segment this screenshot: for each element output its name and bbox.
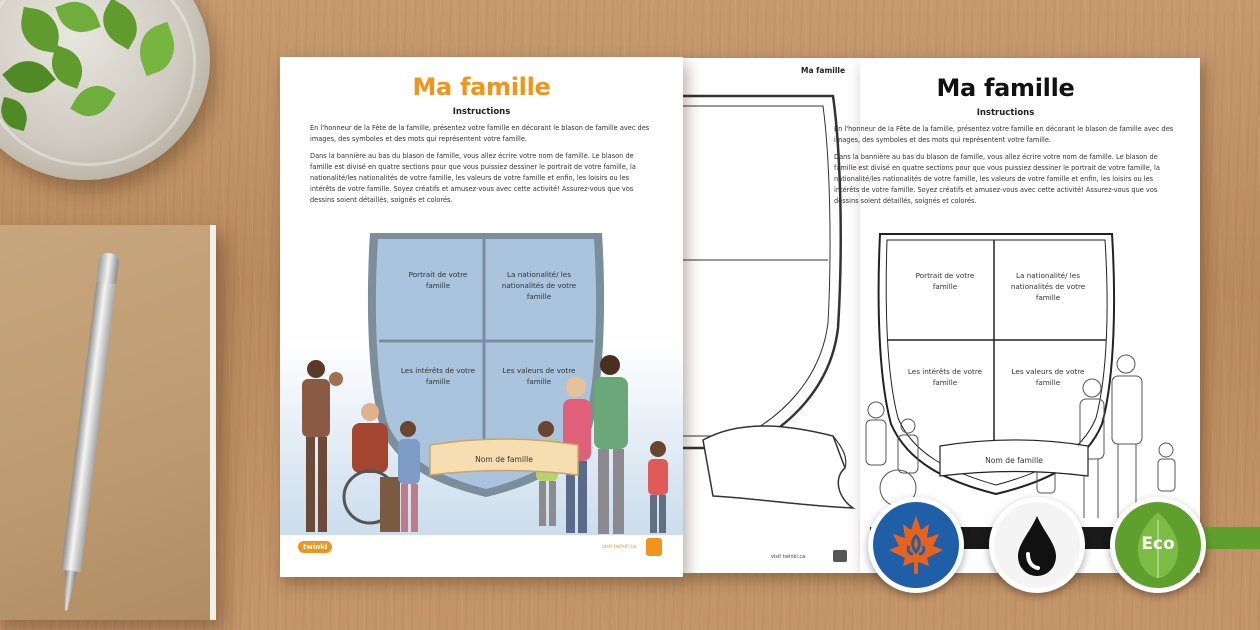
maple-leaf-icon	[873, 502, 959, 588]
canadian-resource-badge	[868, 497, 964, 593]
page-header: Ma famille	[801, 66, 846, 75]
page-title: Ma famille	[936, 74, 1075, 102]
instructions-paragraph-1: En l'honneur de la Fête de la famille, présentez votre famille en décorant le blason de famille avec des images, des symboles et des mots qui représentent votre famille.	[310, 124, 650, 143]
eco-badge	[1110, 497, 1206, 593]
footer-badge-icon	[646, 538, 662, 556]
instructions-paragraph-2: Dans la bannière au bas du blason de famille, vous allez écrire votre nom de famille. Le blason de famille est divisé en quatre sections pour que vous puissiez dessiner le portrait de votre famille, la nationalité/les nationalités de votre famille, les valeurs de votre famille et enfin, les loisirs ou les intérêts de votre famille. Soyez créatifs et amusez-vous avec cette activité! Assurez-vous que vos dessins soient détaillés, soignés et colorés.	[310, 152, 636, 204]
shield-section-bottom-left: Les intérêts de votre famille	[907, 367, 983, 387]
page-title: Ma famille	[412, 73, 551, 101]
instructions-title: Instructions	[976, 108, 1035, 118]
eco-label: Eco	[1141, 534, 1175, 554]
worksheet-page-bw	[834, 58, 1200, 573]
shield-section-top-left: Portrait de votre famille	[915, 271, 975, 291]
footer-url: visit twinkl.ca	[771, 554, 806, 560]
shield-section-top-right: La nationalité/ les nationalités de votre famille	[1010, 271, 1086, 302]
twinkl-logo: twinkl	[298, 541, 332, 553]
shield-section-top-left: Portrait de votre famille	[408, 270, 468, 290]
banner-family-name: Nom de famille	[475, 455, 533, 464]
instructions-title: Instructions	[452, 107, 511, 117]
instructions-paragraph-2: Dans la bannière au bas du blason de famille, vous allez écrire votre nom de famille. Le blason de famille est divisé en quatre sections pour que vous puissiez dessiner le portrait de votre famille, la nationalité/les nationalités de votre famille, les valeurs de votre famille et enfin, les loisirs ou les intérêts de votre famille. Soyez créatifs et amusez-vous avec cette activité! Assurez-vous que vos dessins soient détaillés, soignés et colorés.	[834, 153, 1160, 205]
footer-logo-mark	[833, 550, 847, 562]
family-crest-shield	[280, 57, 683, 577]
ink-drop-icon	[994, 502, 1080, 588]
shield-section-bottom-right: Les valeurs de votre famille	[1011, 367, 1085, 387]
shield-section-bottom-left: Les intérêts de votre famille	[400, 366, 476, 386]
banner-family-name: Nom de famille	[985, 456, 1043, 465]
shield-section-top-right: La nationalité/ les nationalités de votre famille	[501, 270, 577, 301]
plant-leaves	[0, 0, 200, 150]
worksheet-page-colour	[280, 57, 683, 577]
footer-url: visit twinkl.ca	[602, 544, 637, 550]
family-crest-shield-outline	[860, 58, 1200, 573]
shield-section-bottom-right: Les valeurs de votre famille	[502, 366, 576, 386]
instructions-paragraph-1: En l'honneur de la Fête de la famille, présentez votre famille en décorant le blason de famille avec des images, des symboles et des mots qui représentent votre famille.	[834, 125, 1174, 144]
ink-saver-badge	[989, 497, 1085, 593]
